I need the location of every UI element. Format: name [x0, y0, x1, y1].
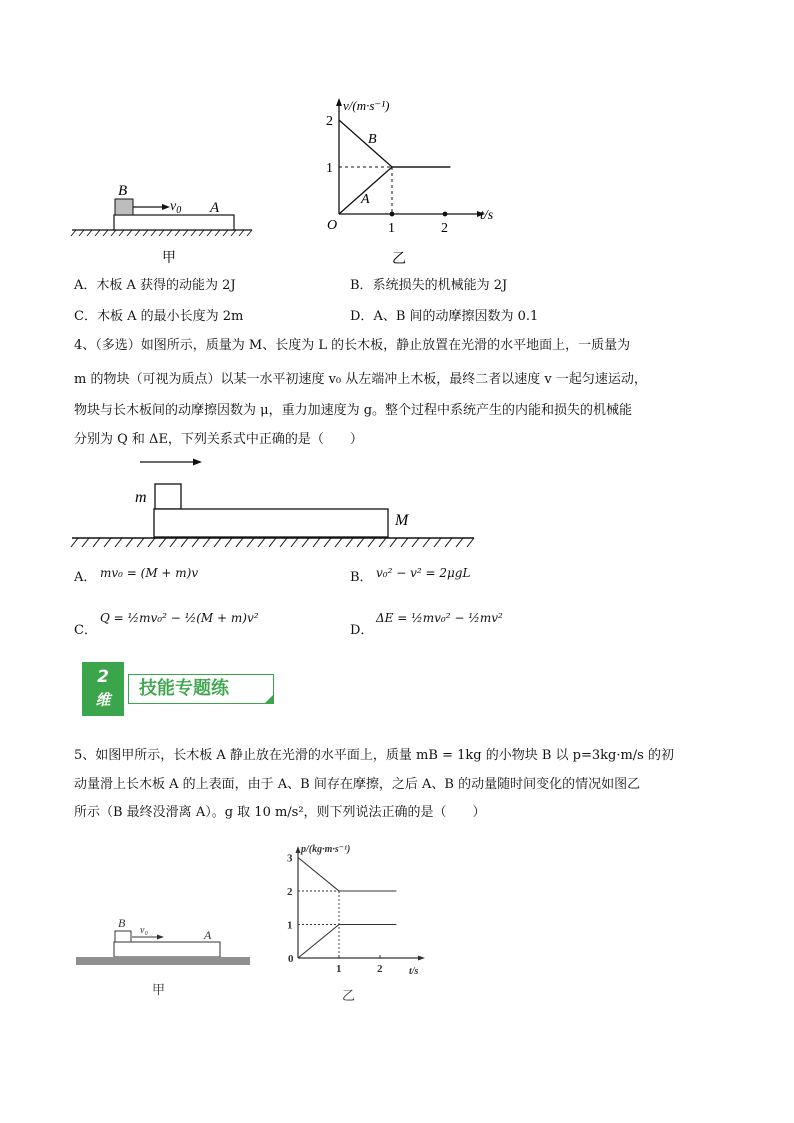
x-tick-label: 2: [441, 221, 448, 236]
board-a: [114, 942, 220, 957]
q4-option-d-formula: ΔE = ½mv₀² − ½mv²: [376, 611, 503, 625]
y-tick-label: 3: [287, 852, 293, 865]
v0-label: $v_0$: [170, 199, 182, 216]
badge-number: 2: [97, 667, 109, 687]
q4-figure: [70, 452, 480, 552]
y-tick-label: 2: [287, 886, 293, 898]
y-axis-arrow: [296, 846, 301, 853]
badge-title-box: [128, 674, 274, 704]
y-axis-label: v/(m·s⁻¹): [343, 98, 390, 113]
q4-stem-line-3: 物块与长木板间的动摩擦因数为 μ，重力加速度为 g。整个过程中系统产生的内能和损失的机械能: [74, 403, 633, 418]
badge-number-box: [82, 662, 124, 716]
q3-option-a[interactable]: A．木板 A 获得的动能为 2J: [74, 278, 236, 293]
y-tick-label: 1: [326, 161, 333, 176]
board-a: [114, 215, 234, 230]
x-tick-label: 1: [336, 963, 342, 975]
block-b-label: B: [118, 183, 128, 199]
y-axis-label: p/(kg·m·s⁻¹): [301, 844, 351, 855]
origin-label: 0: [288, 953, 294, 965]
y-tick-label: 2: [326, 114, 333, 129]
x-axis-label: t/s: [480, 208, 494, 223]
ground-hatch: [71, 230, 252, 236]
badge-corner: [264, 694, 274, 704]
q4-stem-line-4: 分别为 Q 和 ΔE，下列关系式中正确的是（ ）: [74, 432, 363, 447]
v0-label: v₀: [140, 925, 148, 936]
figure-caption-yi: 乙: [392, 252, 406, 267]
block-m: [155, 484, 181, 509]
board-a-label: A: [204, 928, 212, 942]
x-tick-dot: [443, 212, 448, 217]
ground-hatch: [71, 538, 474, 547]
badge-title: 技能专题练: [139, 678, 229, 699]
q3-option-b[interactable]: B．系统损失的机械能为 2J: [350, 278, 508, 293]
board-m-label: M: [395, 512, 409, 529]
x-axis-arrow: [418, 956, 425, 961]
y-axis-arrow: [336, 98, 342, 106]
series-line-a: [339, 167, 450, 214]
badge-unit: 维: [95, 691, 111, 709]
series-line-b: [298, 858, 396, 892]
x-tick-label: 2: [377, 963, 383, 975]
line-label-b: B: [368, 132, 377, 147]
block-b: [115, 931, 131, 942]
q4-option-c-formula: Q = ½mv₀² − ½(M + m)v²: [100, 611, 259, 625]
q4-option-a-formula: mv₀ = (M + m)v: [100, 566, 199, 580]
q4-option-b[interactable]: B．: [350, 570, 373, 585]
q5-figure-yi-pt-chart: [280, 838, 450, 1008]
q5-stem-line-3: 所示（B 最终没滑离 A）。g 取 10 m/s²，则下列说法正确的是（ ）: [74, 805, 486, 820]
y-tick-label: 1: [287, 919, 293, 932]
q3-option-d[interactable]: D．A、B 间的动摩擦因数为 0.1: [350, 309, 539, 324]
board-a-label: A: [210, 200, 220, 216]
q4-option-b-formula: v₀² − v² = 2μgL: [376, 566, 471, 580]
section-badge: [82, 662, 277, 716]
figure-caption-jia: 甲: [152, 982, 166, 997]
block-m-label: m: [135, 489, 147, 506]
block-b-label: B: [118, 916, 126, 930]
q4-stem-line-2: m 的物块（可视为质点）以某一水平初速度 v₀ 从左端冲上木板，最终二者以速度 v 一起匀速运动，: [74, 372, 647, 387]
x-tick-dot: [390, 212, 395, 217]
figure-caption-yi: 乙: [342, 988, 356, 1003]
q4-option-a[interactable]: A．: [74, 570, 97, 585]
q5-stem-line-1: 5、如图甲所示，长木板 A 静止放在光滑的水平面上，质量 mB = 1kg 的小物块 B 以 p=3kg·m/s 的初: [74, 748, 674, 763]
q4-stem-line-1: 4、（多选）如图所示，质量为 M、长度为 L 的长木板，静止放置在光滑的水平地面上，一质量为: [74, 338, 631, 353]
q3-figure-yi-vt-chart: [318, 95, 518, 270]
series-line-a: [298, 925, 396, 959]
line-label-a: A: [361, 192, 370, 207]
series-line-b: [339, 120, 450, 167]
q4-option-c[interactable]: C．: [74, 623, 97, 638]
figure-caption-jia: 甲: [162, 251, 176, 265]
board-m: [154, 509, 388, 537]
q5-figure-jia: [70, 912, 255, 1002]
q5-stem-line-2: 动量滑上长木板 A 的上表面，由于 A、B 间存在摩擦，之后 A、B 的动量随时间变化的情况如图乙: [74, 777, 641, 792]
q3-figure-jia: [66, 175, 256, 265]
x-axis-label: t/s: [409, 966, 419, 977]
q3-option-c[interactable]: C．木板 A 的最小长度为 2m: [74, 309, 244, 324]
q4-option-d[interactable]: D．: [350, 623, 374, 638]
x-tick-label: 1: [388, 221, 395, 236]
origin-label: O: [327, 218, 338, 233]
block-b: [115, 199, 133, 215]
ground-surface: [76, 957, 250, 965]
